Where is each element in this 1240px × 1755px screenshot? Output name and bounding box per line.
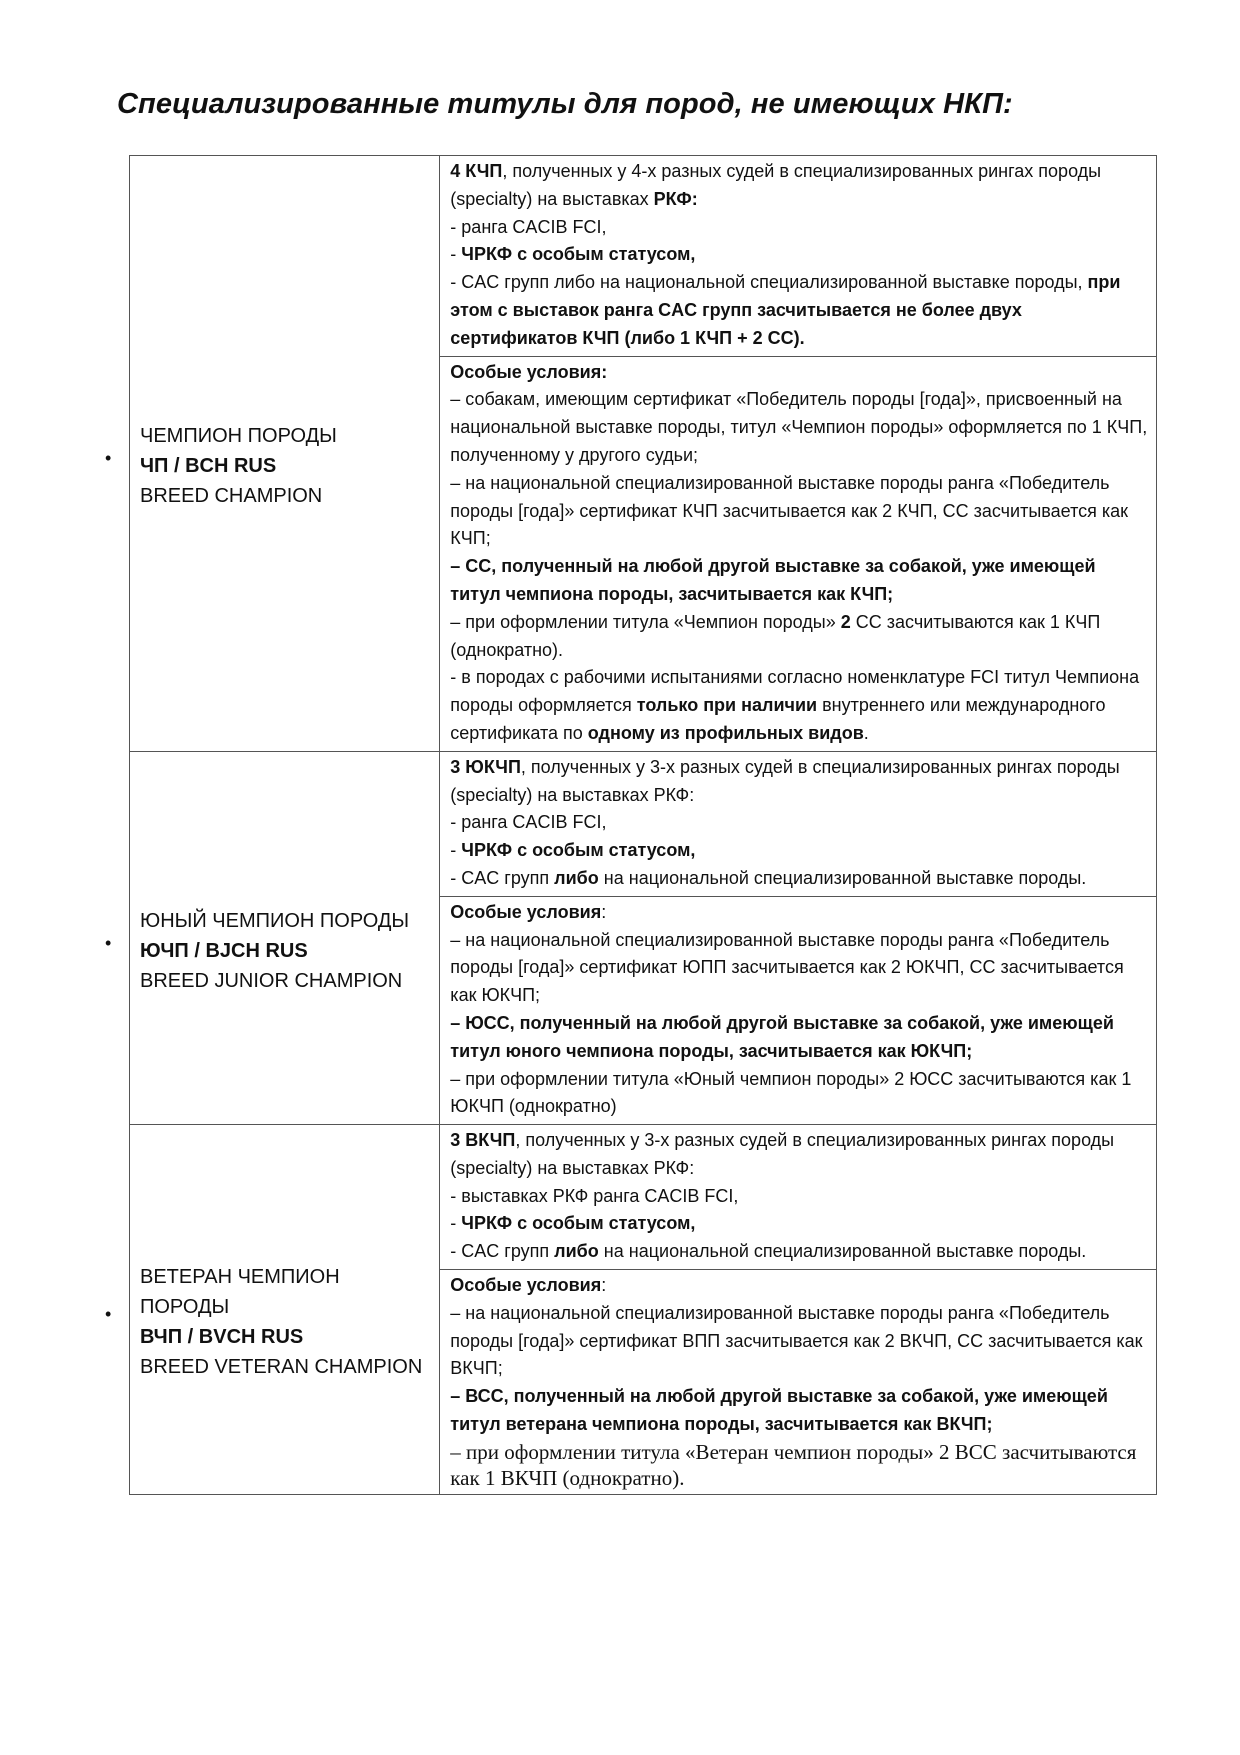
- bullet-icon: •: [105, 932, 112, 953]
- title-name-cell: [105, 156, 440, 752]
- condition-item: – СС, полученный на любой другой выставке за собакой, уже имеющей титул чемпиона породы, засчитывается как КЧП;: [450, 556, 1096, 604]
- bullet-icon: •: [105, 448, 112, 469]
- special-conditions-heading: Особые условия:: [450, 361, 608, 382]
- requirement-count: 3 ВКЧП: [450, 1130, 516, 1151]
- requirement-item: - CAC групп либо на национальной специализированной выставке породы,: [450, 272, 1088, 293]
- title-name-line: ВЕТЕРАН ЧЕМПИОН ПОРОДЫ: [140, 1266, 340, 1319]
- title-name-english: BREED JUNIOR CHAMPION: [140, 969, 403, 992]
- bullet-icon: •: [105, 1304, 112, 1325]
- requirement-item: ЧРКФ с особым статусом,: [461, 840, 696, 861]
- requirements-cell: 3 ЮКЧП, полученных у 3-х разных судей в специализированных рингах породы (specialty) на выставках РКФ: - ранга CACIB FCI, - ЧРКФ с особым статусом, - CAC групп либо на национальной специализированной выставке породы.: [440, 751, 1157, 896]
- table-row: [130, 751, 1157, 896]
- title-name-line: ЧЕМПИОН ПОРОДЫ: [140, 425, 337, 448]
- title-abbreviation: ВЧП / BVCH RUS: [140, 1326, 304, 1349]
- requirement-item: ЧРКФ с особым статусом,: [461, 244, 696, 265]
- condition-item: – на национальной специализированной выставке породы ранга «Победитель породы [года]» сертификат ВПП засчитывается как 2 ВКЧП, СС засчитывается как ВКЧП;: [450, 1302, 1143, 1379]
- title-name: [140, 906, 431, 996]
- title-name: [140, 421, 431, 511]
- title-abbreviation: ЮЧП / BJCH RUS: [140, 939, 308, 962]
- condition-item: – при оформлении титула «Юный чемпион породы» 2 ЮСС засчитываются как 1 ЮКЧП (однократно): [450, 1068, 1132, 1117]
- requirement-count: 3 ЮКЧП: [450, 756, 521, 777]
- requirements-cell: 3 ВКЧП, полученных у 3-х разных судей в специализированных рингах породы (specialty) на выставках РКФ: - выставках РКФ ранга CACIB FCI, - ЧРКФ с особым статусом, - CAC групп либо на национальной специализированной выставке породы.: [440, 1125, 1157, 1270]
- requirement-item: - ранга CACIB FCI,: [450, 812, 607, 833]
- condition-item: – на национальной специализированной выставке породы ранга «Победитель породы [года]» сертификат КЧП засчитывается как 2 КЧП, СС засчитывается как КЧП;: [450, 472, 1129, 549]
- condition-item: – ВСС, полученный на любой другой выставке за собакой, уже имеющей титул ветерана чемпиона породы, засчитывается как ВКЧП;: [450, 1386, 1108, 1435]
- requirement-item: - выставках РКФ ранга CACIB FCI,: [450, 1185, 739, 1206]
- special-conditions-cell: Особые условия: – на национальной специализированной выставке породы ранга «Победитель породы [года]» сертификат ВПП засчитывается как 2 ВКЧП, СС засчитывается как ВКЧП; – ВСС, полученный на любой другой выставке за собакой, уже имеющей титул ветерана чемпиона породы, засчитывается как ВКЧП; – при оформлении титула «Ветеран чемпион породы» 2 ВСС засчитываются как 1 ВКЧП (однократно).: [440, 1270, 1157, 1495]
- title-name-english: BREED VETERAN CHAMPION: [140, 1356, 423, 1379]
- requirement-item: ЧРКФ с особым статусом,: [461, 1213, 696, 1234]
- condition-item: – ЮСС, полученный на любой другой выставке за собакой, уже имеющей титул юного чемпиона породы, засчитывается как ЮКЧП;: [450, 1012, 1114, 1061]
- title-name-line: ЮНЫЙ ЧЕМПИОН ПОРОДЫ: [140, 909, 410, 932]
- requirement-count: 4 КЧП: [450, 161, 503, 181]
- special-conditions-cell: Особые условия: – на национальной специализированной выставке породы ранга «Победитель породы [года]» сертификат ЮПП засчитывается как 2 ЮКЧП, СС засчитывается как ЮКЧП; – ЮСС, полученный на любой другой выставке за собакой, уже имеющей титул юного чемпиона породы, засчитывается как ЮКЧП; – при оформлении титула «Юный чемпион породы» 2 ЮСС засчитываются как 1 ЮКЧП (однократно): [440, 896, 1157, 1124]
- title-name: [140, 1262, 431, 1382]
- requirement-item: - ранга CACIB FCI,: [450, 216, 607, 237]
- condition-item: – на национальной специализированной выставке породы ранга «Победитель породы [года]» сертификат ЮПП засчитывается как 2 ЮКЧП, СС засчитывается как ЮКЧП;: [450, 929, 1124, 1006]
- condition-item: – собакам, имеющим сертификат «Победитель породы [года]», присвоенный на национальной выставке породы, титул «Чемпион породы» оформляется по 1 КЧП, полученному у другого судьи;: [450, 389, 1148, 465]
- title-name-cell: [105, 751, 440, 1124]
- special-conditions-heading: Особые условия: [450, 1275, 602, 1296]
- condition-item: – при оформлении титула «Ветеран чемпион породы» 2 ВСС засчитываются как 1 ВКЧП (однократно).: [450, 1439, 1137, 1490]
- titles-table: [105, 155, 1157, 1495]
- page-title: Специализированные титулы для пород, не имеющих НКП:: [117, 88, 1013, 120]
- title-name-english: BREED CHAMPION: [140, 485, 323, 508]
- table-row: [130, 156, 1157, 357]
- special-conditions-heading: Особые условия: [450, 901, 602, 922]
- special-conditions-cell: Особые условия: – собакам, имеющим сертификат «Победитель породы [года]», присвоенный на национальной выставке породы, титул «Чемпион породы» оформляется по 1 КЧП, полученному у другого судьи; – на национальной специализированной выставке породы ранга «Победитель породы [года]» сертификат КЧП засчитывается как 2 КЧП, СС засчитывается как КЧП; – СС, полученный на любой другой выставке за собакой, уже имеющей титул чемпиона породы, засчитывается как КЧП; – при оформлении титула «Чемпион породы» 2 СС засчитываются как 1 КЧП (однократно). - в породах с рабочими испытаниями согласно номенклатуре FCI титул Чемпиона породы оформляется только при наличии внутреннего или международного сертификата по одному из профильных видов.: [440, 356, 1157, 751]
- title-abbreviation: ЧП / BCH RUS: [140, 455, 277, 478]
- table-row: [130, 1125, 1157, 1270]
- title-name-cell: [105, 1125, 440, 1495]
- requirements-cell: 4 КЧП, полученных у 4-х разных судей в специализированных рингах породы (specialty) на выставках РКФ: - ранга CACIB FCI, - ЧРКФ с особым статусом, - CAC групп либо на национальной специализированной выставке породы, при этом с выставок ранга CAC групп засчитывается не более двух сертификатов КЧП (либо 1 КЧП + 2 СС).: [440, 156, 1157, 357]
